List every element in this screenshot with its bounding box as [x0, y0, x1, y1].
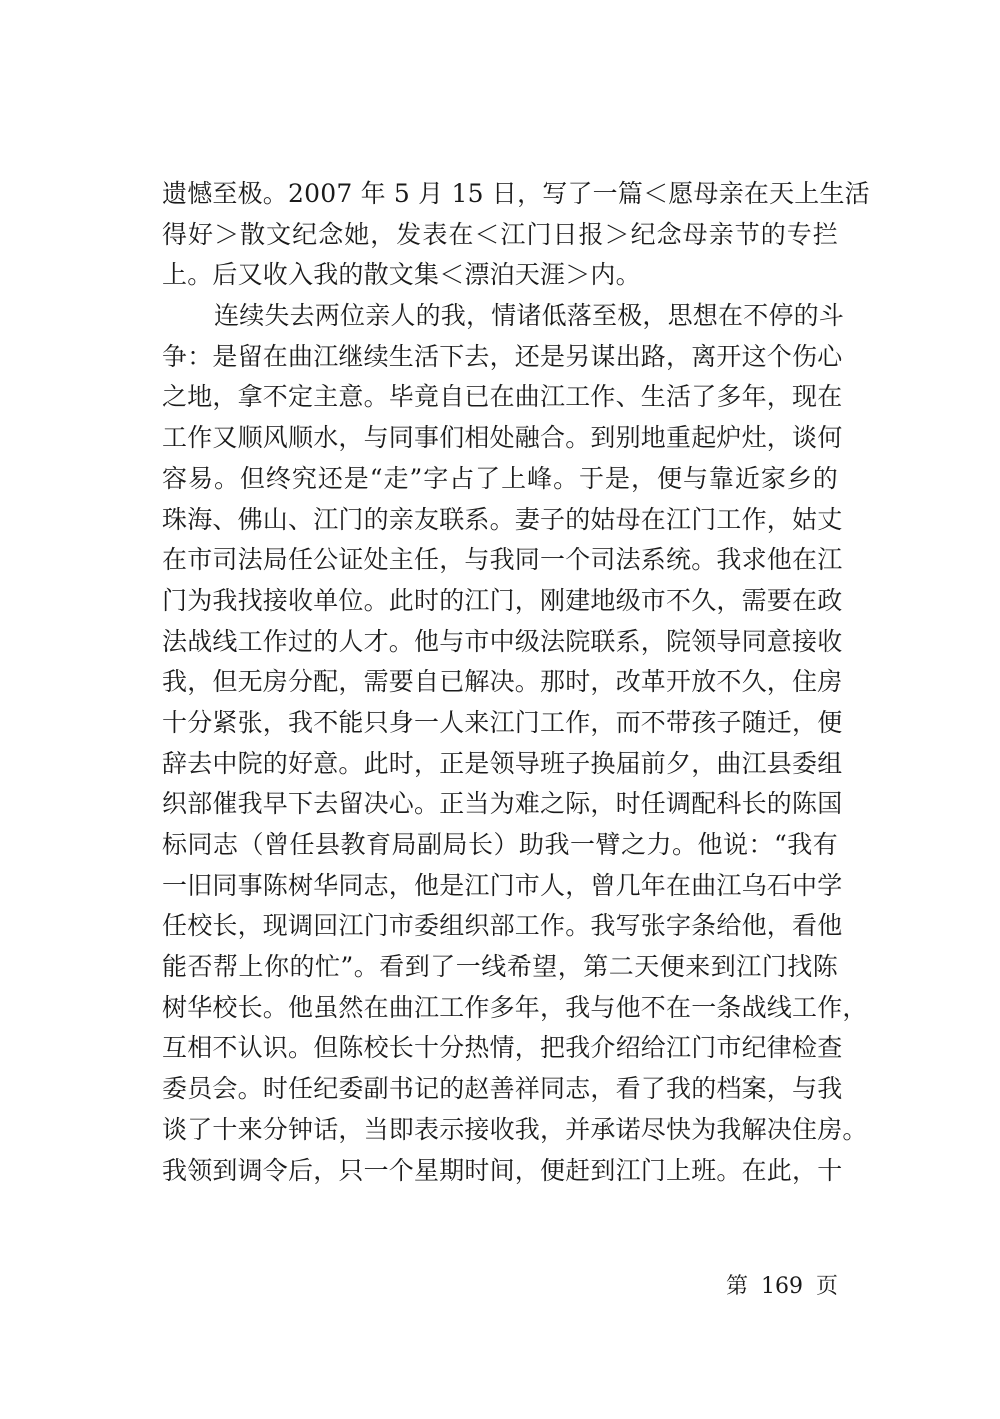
text-line: 委员会。时任纪委副书记的赵善祥同志，看了我的档案，与我	[162, 1074, 843, 1104]
text-line: 珠海、佛山、江门的亲友联系。妻子的姑母在江门工作，姑丈	[162, 504, 843, 534]
paragraph-1	[162, 174, 870, 296]
text-line: 我领到调令后，只一个星期时间，便赶到江门上班。在此，十	[162, 1155, 843, 1185]
text-line: 上。后又收入我的散文集＜漂泊天涯＞内。	[162, 260, 641, 290]
text-line: 一旧同事陈树华同志，他是江门市人，曾几年在曲江乌石中学	[162, 870, 843, 900]
text-line: 遗憾至极。2007 年 5 月 15 日，写了一篇＜愿母亲在天上生活	[162, 179, 870, 208]
text-line: 工作又顺风顺水，与同事们相处融合。到别地重起炉灶，谈何	[162, 423, 843, 453]
text-line: 我，但无房分配，需要自已解决。那时，改革开放不久，住房	[162, 667, 843, 697]
text-line: 得好＞散文纪念她，发表在＜江门日报＞纪念母亲节的专拦	[162, 219, 838, 249]
text-line: 标同志（曾任县教育局副局长）助我一臂之力。他说：“我有	[162, 830, 838, 859]
text-line: 连续失去两位亲人的我，情诸低落至极，思想在不停的斗	[214, 301, 845, 331]
text-line: 任校长，现调回江门市委组织部工作。我写张字条给他，看他	[162, 911, 843, 941]
text-line: 在市司法局任公证处主任，与我同一个司法系统。我求他在江	[162, 545, 843, 575]
text-line: 争：是留在曲江继续生活下去，还是另谋出路，离开这个伤心	[162, 341, 843, 371]
text-line: 能否帮上你的忙”。看到了一线希望，第二天便来到江门找陈	[162, 952, 838, 982]
text-line: 树华校长。他虽然在曲江工作多年，我与他不在一条战线工作，	[162, 992, 868, 1022]
text-line: 容易。但终究还是“走”字占了上峰。于是，便与靠近家乡的	[162, 463, 838, 493]
text-line: 之地，拿不定主意。毕竟自已在曲江工作、生活了多年，现在	[162, 382, 843, 412]
text-line: 互相不认识。但陈校长十分热情，把我介绍给江门市纪律检查	[162, 1033, 843, 1063]
text-line: 织部催我早下去留决心。正当为难之际，时任调配科长的陈国	[162, 789, 843, 819]
text-line: 谈了十来分钟话，当即表示接收我，并承诺尽快为我解决住房。	[162, 1114, 868, 1144]
text-line: 门为我找接收单位。此时的江门，刚建地级市不久，需要在政	[162, 585, 843, 615]
paragraph-2	[162, 296, 868, 1191]
page-number: 第 169 页	[726, 1274, 838, 1299]
text-line: 法战线工作过的人才。他与市中级法院联系，院领导同意接收	[162, 626, 843, 656]
document-body	[162, 174, 870, 1191]
text-line: 辞去中院的好意。此时，正是领导班子换届前夕，曲江县委组	[162, 748, 843, 778]
text-line: 十分紧张，我不能只身一人来江门工作，而不带孩子随迁，便	[162, 707, 843, 737]
